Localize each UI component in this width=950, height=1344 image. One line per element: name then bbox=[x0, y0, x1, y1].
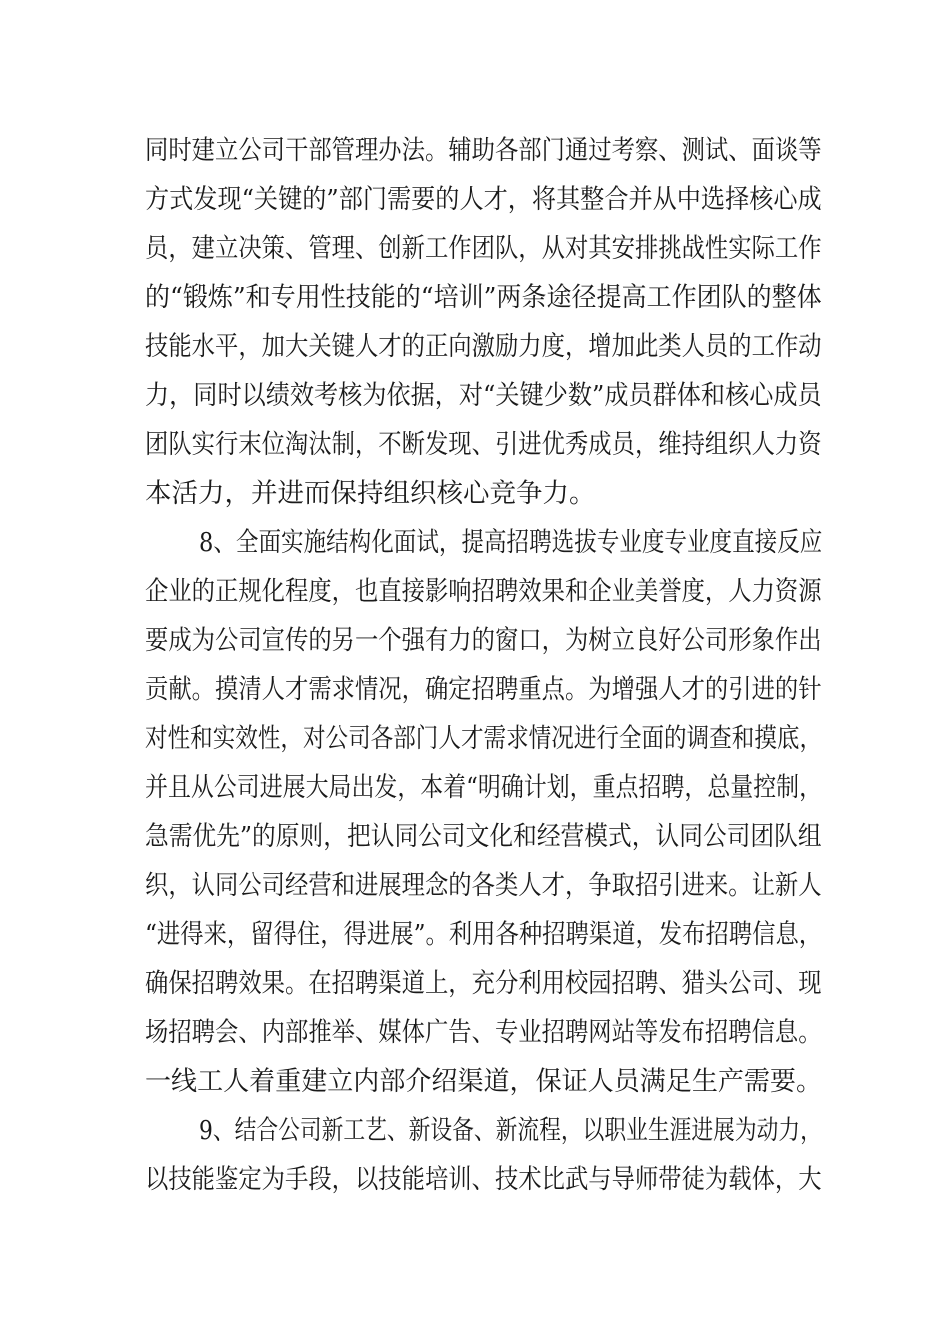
text-line: 技能水平，加大关键人才的正向激励力度，增加此类人员的工作动 bbox=[145, 331, 822, 362]
paragraph-start-line: 8、全面实施结构化面试，提高招聘选拔专业度专业度直接反应 bbox=[199, 527, 823, 558]
text-line: 确保招聘效果。在招聘渠道上，充分利用校园招聘、猎头公司、现 bbox=[145, 968, 822, 999]
text-line: 团队实行末位淘汰制，不断发现、引进优秀成员，维持组织人力资 bbox=[145, 429, 822, 460]
paragraph-start-line: 9、结合公司新工艺、新设备、新流程，以职业生涯进展为动力， bbox=[199, 1115, 822, 1146]
text-line: 力，同时以绩效考核为依据，对“关键少数”成员群体和核心成员 bbox=[145, 380, 822, 411]
text-line: 员，建立决策、管理、创新工作团队，从对其安排挑战性实际工作 bbox=[145, 233, 822, 264]
text-line: 贡献。摸清人才需求情况，确定招聘重点。为增强人才的引进的针 bbox=[145, 674, 822, 705]
text-line: “进得来，留得住，得进展”。利用各种招聘渠道，发布招聘信息， bbox=[145, 919, 823, 950]
text-line: 本活力，并进而保持组织核心竞争力。 bbox=[145, 478, 596, 509]
text-line: 场招聘会、内部推举、媒体广告、专业招聘网站等发布招聘信息。 bbox=[145, 1017, 822, 1048]
text-line: 织，认同公司经营和进展理念的各类人才，争取招引进来。让新人 bbox=[145, 870, 822, 901]
text-line: 的“锻炼”和专用性技能的“培训”两条途径提高工作团队的整体 bbox=[145, 282, 822, 313]
text-line: 并且从公司进展大局出发，本着“明确计划，重点招聘，总量控制， bbox=[145, 772, 823, 803]
text-line: 一线工人着重建立内部介绍渠道，保证人员满足生产需要。 bbox=[145, 1066, 823, 1097]
text-line: 急需优先”的原则，把认同公司文化和经营模式，认同公司团队组 bbox=[145, 821, 822, 852]
text-line: 以技能鉴定为手段，以技能培训、技术比武与导师带徒为载体，大 bbox=[145, 1164, 822, 1195]
text-line: 方式发现“关键的”部门需要的人才，将其整合并从中选择核心成 bbox=[145, 184, 822, 215]
text-line: 企业的正规化程度，也直接影响招聘效果和企业美誉度，人力资源 bbox=[145, 576, 822, 607]
text-line: 对性和实效性，对公司各部门人才需求情况进行全面的调查和摸底， bbox=[145, 723, 823, 754]
text-line: 要成为公司宣传的另一个强有力的窗口，为树立良好公司形象作出 bbox=[145, 625, 822, 656]
text-line: 同时建立公司干部管理办法。辅助各部门通过考察、测试、面谈等 bbox=[145, 135, 822, 166]
